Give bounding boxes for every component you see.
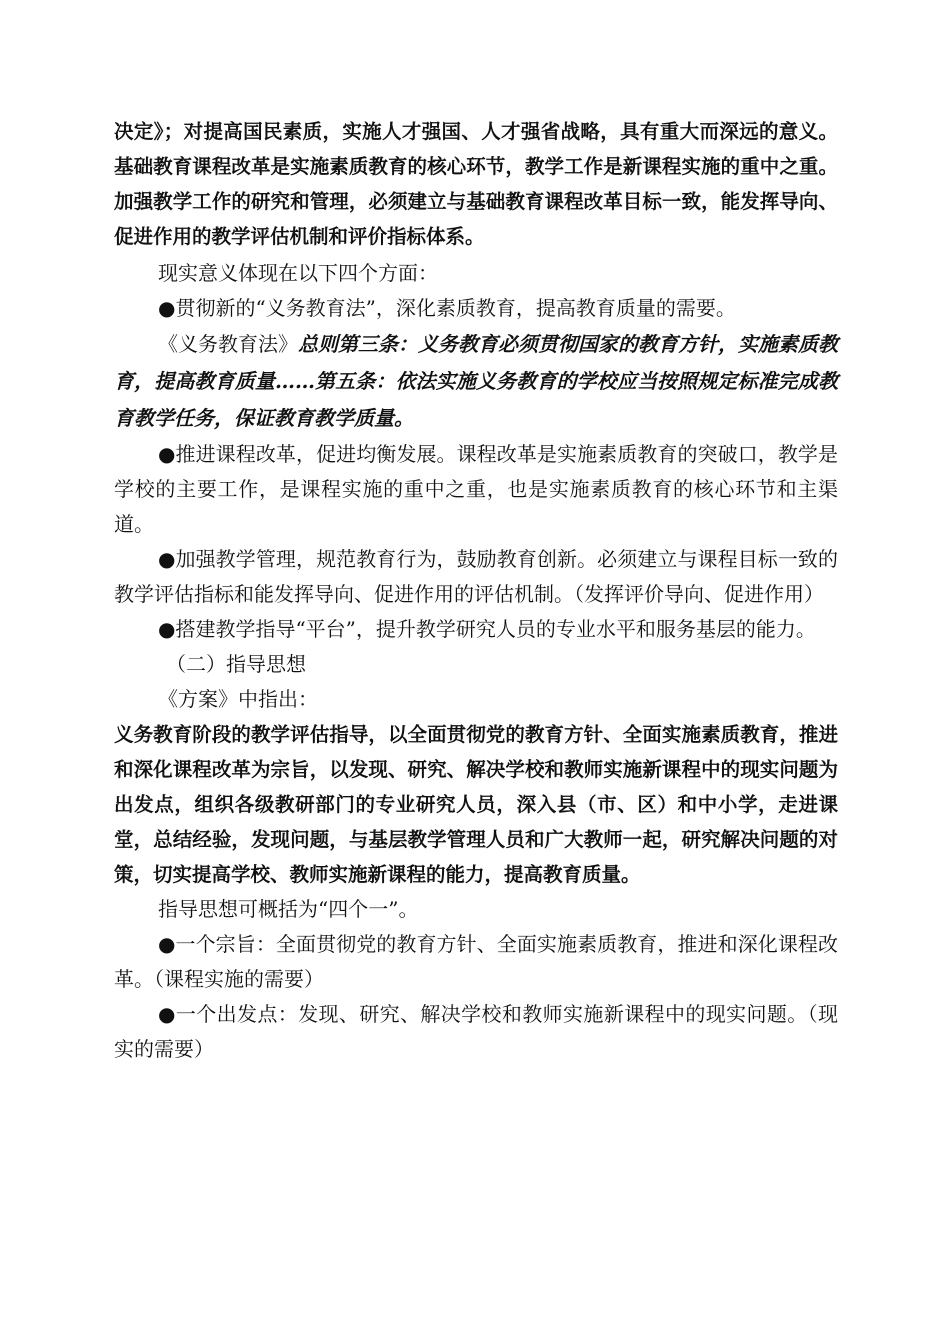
- quote-source: 《义务教育法》: [158, 332, 298, 356]
- bullet-one-starting-point: ●一个出发点：发现、研究、解决学校和教师实施新课程中的现实问题。（现实的需要）: [114, 1002, 838, 1061]
- document-body: [114, 114, 838, 1067]
- bullet-compulsory-education-law: ●贯彻新的“义务教育法”，深化素质教育，提高教育质量的需要。: [158, 296, 736, 320]
- paragraph-intro-significance: 决定》；对提高国民素质，实施人才强国、人才强省战略，具有重大而深远的意义。基础教育课程改革是实施素质教育的核心环节，教学工作是新课程实施的重中之重。加强教学工作的研究和管理，必须建立与基础教育课程改革目标一致，能发挥导向、促进作用的教学评估机制和评价指标体系。: [114, 120, 838, 248]
- bullet-one-purpose: ●一个宗旨：全面贯彻党的教育方针、全面实施素质教育，推进和深化课程改革。（课程实施的需要）: [114, 932, 838, 991]
- bullet-teaching-platform: ●搭建教学指导“平台”，提升教学研究人员的专业水平和服务基层的能力。: [158, 617, 816, 641]
- bullet-teaching-management: ●加强教学管理，规范教育行为，鼓励教育创新。必须建立与课程目标一致的教学评估指标和能发挥导向、促进作用的评估机制。（发挥评价导向、促进作用）: [114, 547, 838, 606]
- paragraph-plan-content: 义务教育阶段的教学评估指导，以全面贯彻党的教育方针、全面实施素质教育，推进和深化课程改革为宗旨，以发现、研究、解决学校和教师实施新课程中的现实问题为出发点，组织各级教研部门的专业研究人员，深入县（市、区）和中小学，走进课堂，总结经验，发现问题，与基层教学管理人员和广大教师一起，研究解决问题的对策，切实提高学校、教师实施新课程的能力，提高教育质量。: [114, 723, 838, 886]
- paragraph-four-aspects: 现实意义体现在以下四个方面：: [158, 261, 438, 285]
- paragraph-four-ones: 指导思想可概括为“四个一”。: [158, 897, 419, 921]
- section-heading-guiding-thought: （二）指导思想: [166, 652, 306, 676]
- bullet-curriculum-reform: ●推进课程改革，促进均衡发展。课程改革是实施素质教育的突破口，教学是学校的主要工作，是课程实施的重中之重，也是实施素质教育的核心环节和主渠道。: [114, 442, 838, 536]
- quote-body: 总则第三条：义务教育必须贯彻国家的教育方针，实施素质教育，提高教育质量……第五条：依法实施义务教育的学校应当按照规定标准完成教育教学任务，保证教育教学质量。: [114, 332, 838, 430]
- quote-compulsory-education-law: [114, 326, 838, 437]
- paragraph-plan-states: 《方案》中指出：: [158, 687, 318, 711]
